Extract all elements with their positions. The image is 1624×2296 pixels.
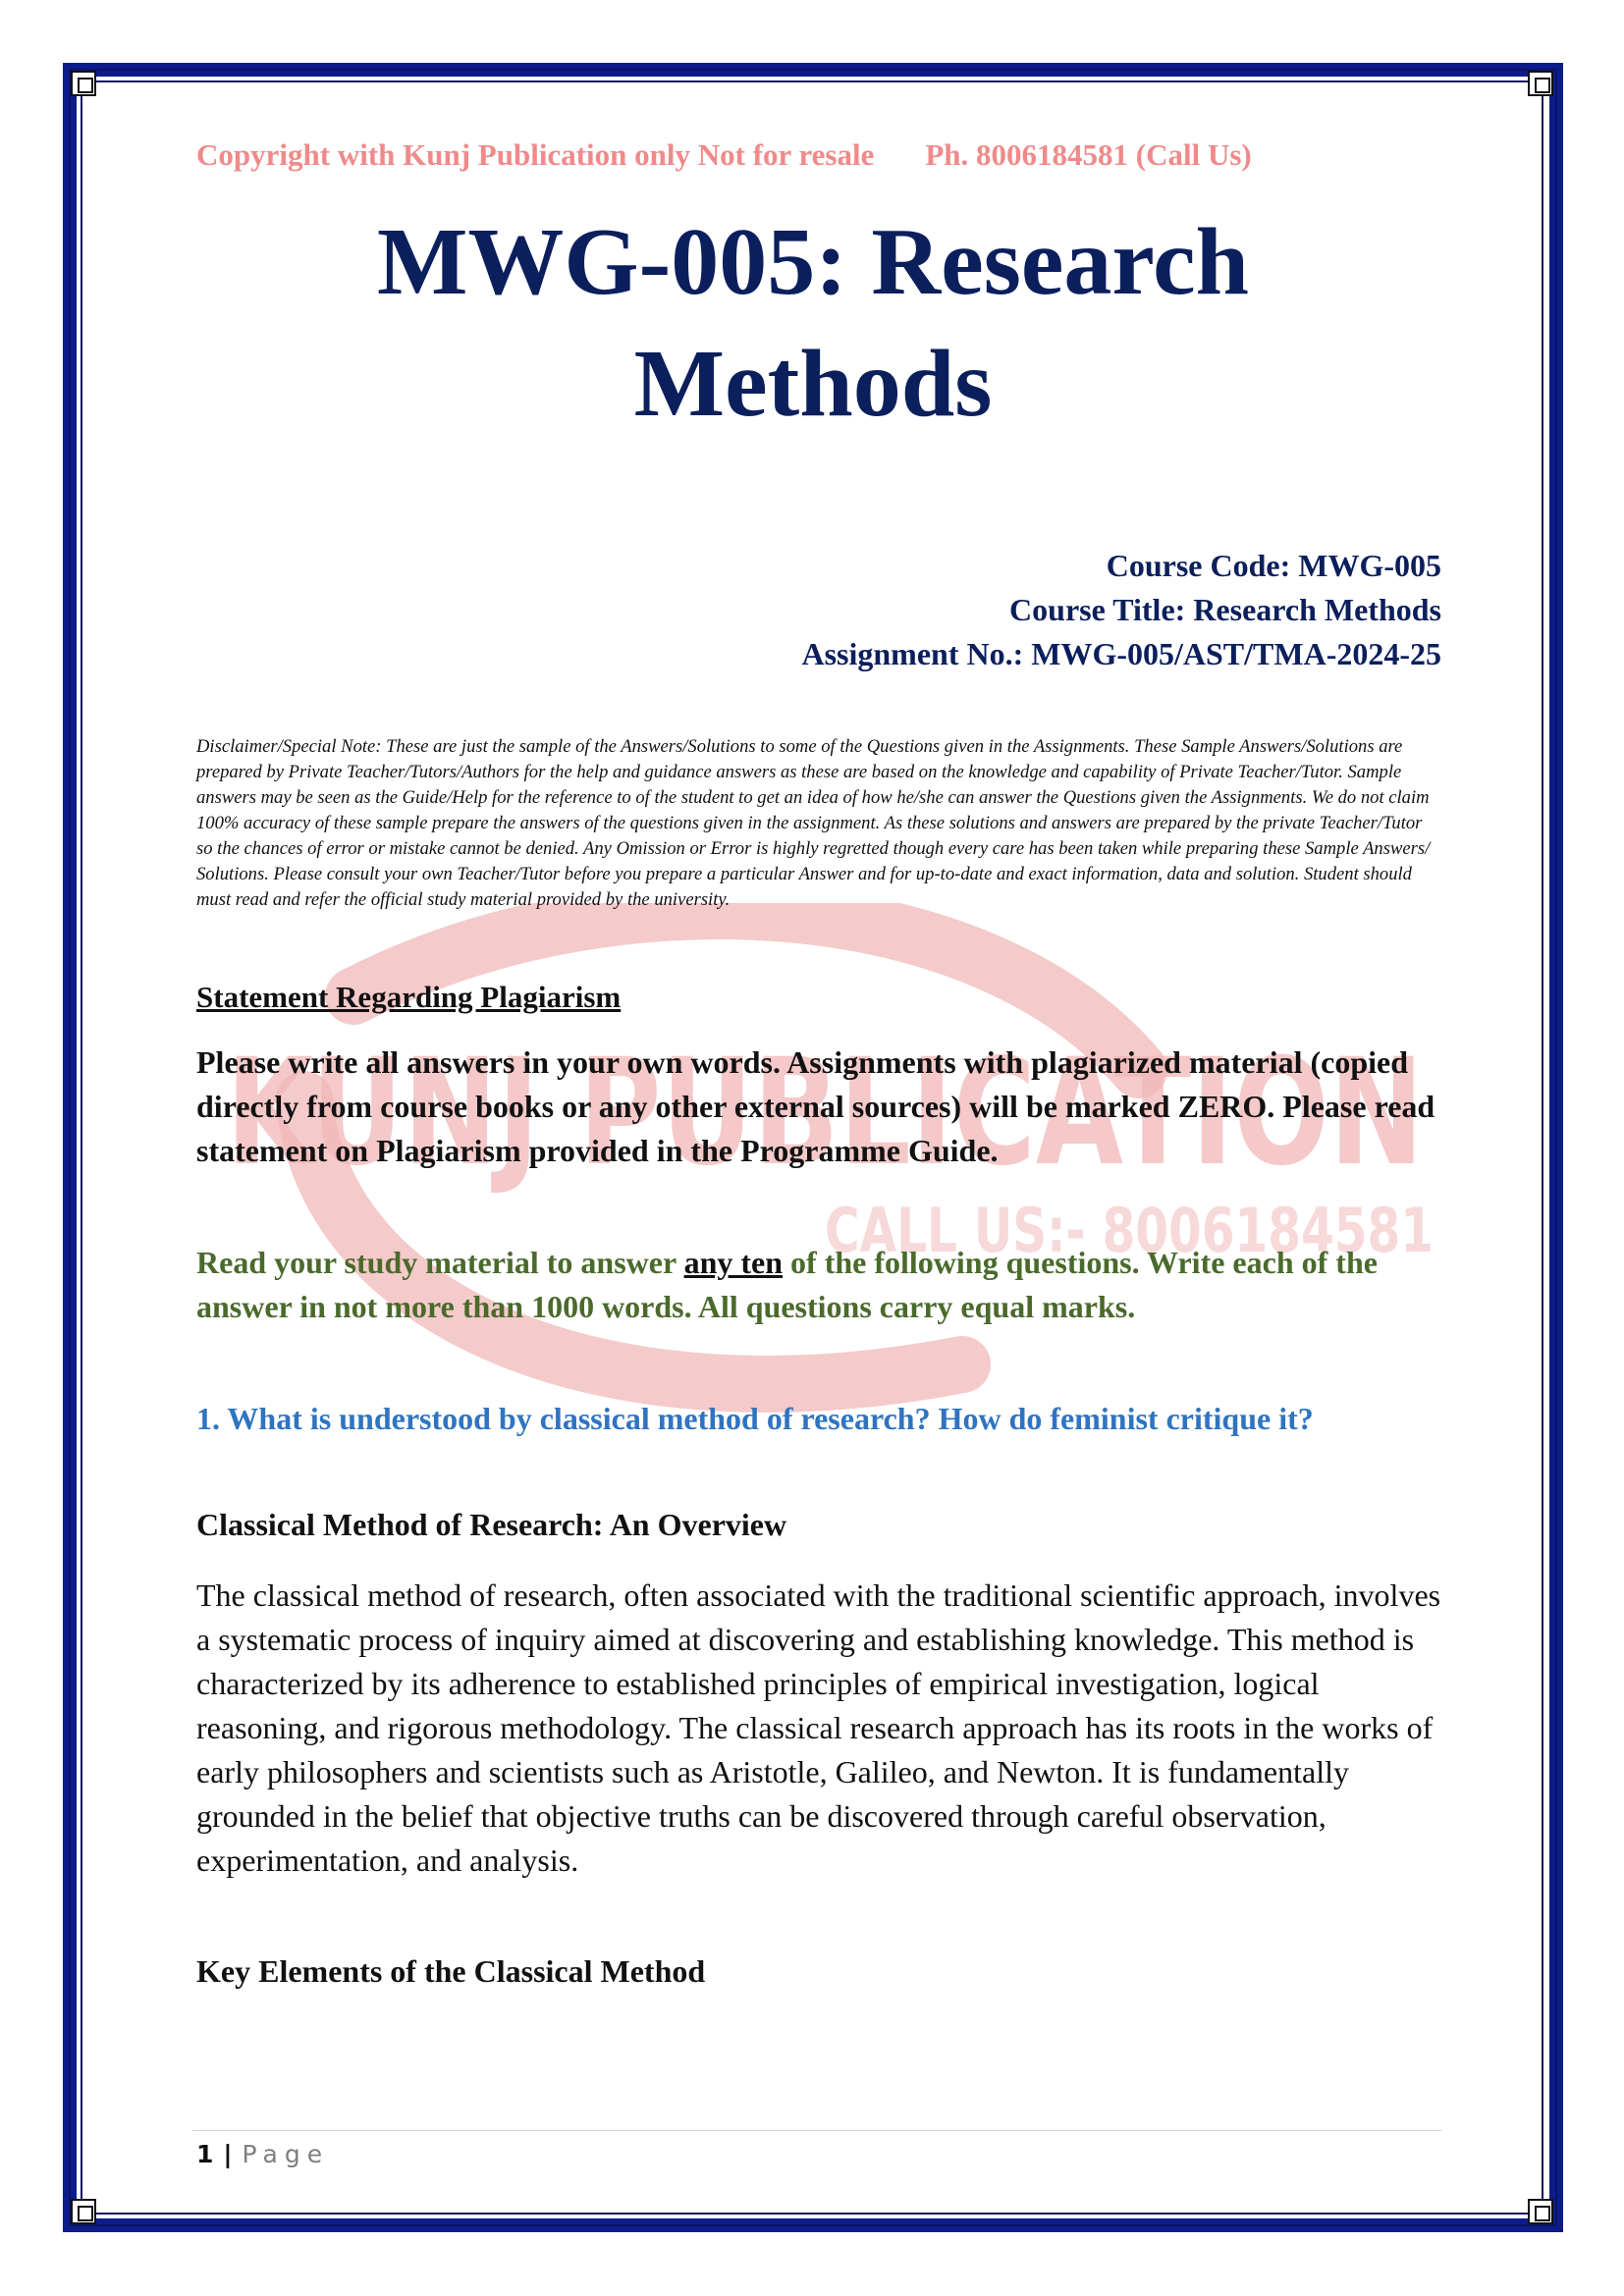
assignment-instructions <box>196 1241 1453 1329</box>
corner-ornament-top-left <box>71 71 96 96</box>
plagiarism-heading: Statement Regarding Plagiarism <box>196 980 622 1014</box>
footer-divider <box>192 2130 1441 2131</box>
watermark-call: CALL US:- 8006184581 <box>825 1195 1434 1266</box>
instructions-after: of the following questions. Write each of the answer in not more than 1000 words. All questions carry equal marks. <box>196 1245 1378 1324</box>
page-footer <box>196 2140 329 2168</box>
instructions-before: Read your study material to answer <box>196 1245 684 1280</box>
overview-paragraph: The classical method of research, often associated with the traditional scientific approach, involves a systematic process of inquiry aimed at discovering and establishing knowledge. This method is characterized by its adherence to established principles of empirical investigation, logical reasoning, and rigorous methodology. The classical research approach has its roots in the works of early philosophers and scientists such as Aristotle, Galileo, and Newton. It is fundamentally grounded in the belief that objective truths can be discovered through careful observation, experimentation, and analysis. <box>196 1577 1441 1878</box>
overview-heading: Classical Method of Research: An Overview <box>196 1507 787 1542</box>
course-title: Course Title: Research Methods <box>1009 592 1441 627</box>
corner-ornament-bottom-right <box>1528 2199 1553 2224</box>
question-1: 1. What is understood by classical method of research? How do feminist critique it? <box>196 1401 1314 1436</box>
document-title <box>157 201 1469 445</box>
footer-separator: | <box>223 2140 233 2168</box>
assignment-number: Assignment No.: MWG-005/AST/TMA-2024-25 <box>801 636 1441 671</box>
course-info <box>801 544 1441 676</box>
title-line-1: MWG-005: Research <box>376 209 1250 315</box>
phone-number: Ph. 8006184581 (Call Us) <box>925 137 1252 172</box>
corner-ornament-bottom-left <box>71 2199 96 2224</box>
instructions-emphasis: any ten <box>683 1245 784 1280</box>
plagiarism-statement: Please write all answers in your own words. Assignments with plagiarized material (copied directly from course books or any other external sources) will be marked ZERO. Please read statement on Plagiarism provided in the Programme Guide. <box>196 1044 1435 1168</box>
course-code: Course Code: MWG-005 <box>1106 548 1441 583</box>
page-number: 1 <box>196 2140 214 2168</box>
corner-ornament-top-right <box>1528 71 1553 96</box>
key-elements-heading: Key Elements of the Classical Method <box>196 1953 706 1989</box>
copyright-notice: Copyright with Kunj Publication only Not for resale <box>196 137 875 172</box>
copyright-header <box>196 137 1434 173</box>
title-line-2: Methods <box>633 331 993 437</box>
disclaimer-note: Disclaimer/Special Note: These are just the sample of the Answers/Solutions to some of the Questions given in the Assignments. These Sample Answers/Solutions are prepared by Private Teacher/Tutors/Authors for the help and guidance answers as these are based on the knowledge and capability of Private Teacher/Tutor. Sample answers may be seen as the Guide/Help for the reference to of the student to get an idea of how he/she can answer the Questions given the Assignments. We do not claim 100% accuracy of these sample prepare the answers of the questions given in the assignment. As these solutions and answers are prepared by the private Teacher/Tutor so the chances of error or mistake cannot be denied. Any Omission or Error is highly regretted though every care has been taken while preparing these Sample Answers/ Solutions. Please consult your own Teacher/Tutor before you prepare a particular Answer and for up-to-date and exact information, data and solution. Student should must read and refer the official study material provided by the university. <box>196 736 1431 910</box>
watermark-brand: KUNJ PUBLICATION <box>226 1028 1424 1199</box>
page-label: Page <box>242 2140 330 2168</box>
